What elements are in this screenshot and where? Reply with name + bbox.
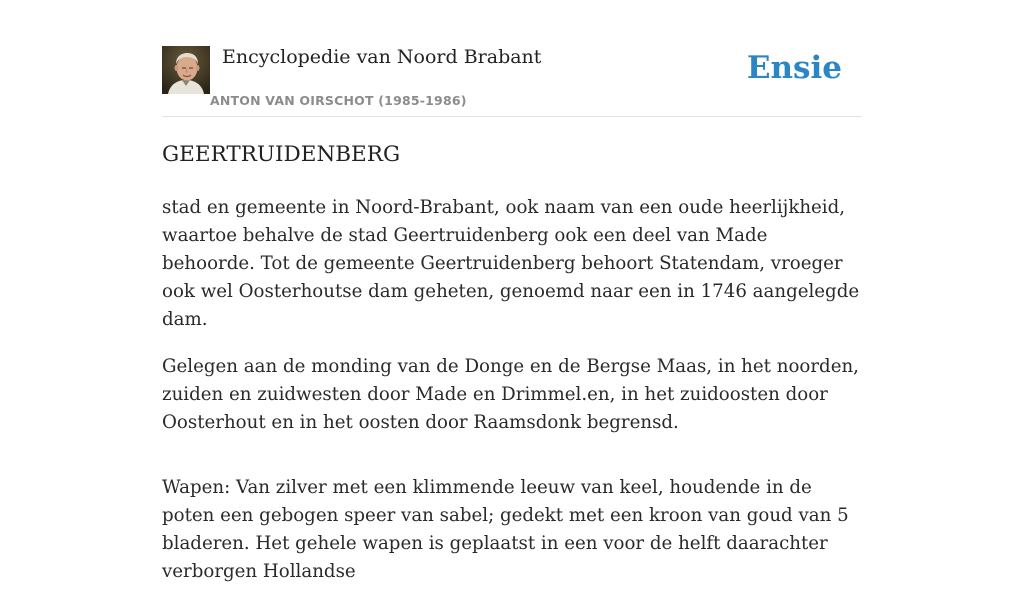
- article-paragraph: stad en gemeente in Noord-Brabant, ook naam van een oude heerlijkheid, waartoe behalve de stad Geertruidenberg ook een deel van Made behoorde. Tot de gemeente Geertruidenberg behoort Statendam, vroeger ook wel Oosterhoutse dam geheten, genoemd naar een in 1746 aangelegde dam.: [162, 197, 860, 330]
- author-portrait-icon: [162, 46, 210, 94]
- author-name[interactable]: ANTON VAN OIRSCHOT (1985-1986): [210, 93, 467, 108]
- site-logo[interactable]: Ensie: [746, 50, 842, 86]
- book-title[interactable]: Encyclopedie van Noord Brabant: [222, 46, 542, 68]
- header: [162, 46, 862, 117]
- article-paragraph: Wapen: Van zilver met een klimmende leeuw van keel, houdende in de poten een gebogen speer van sabel; gedekt met een kroon van goud van 5 bladeren. Het gehele wapen is geplaatst in een voor de helft daarachter verborgen Hollandse: [162, 477, 849, 582]
- article-paragraph: Gelegen aan de monding van de Donge en de Bergse Maas, in het noorden, zuiden en zuidwesten door Made en Drimmel.en, in het zuidoosten door Oosterhout en in het oosten door Raamsdonk begrensd.: [162, 356, 859, 433]
- article: [162, 139, 864, 605]
- article-title: GEERTRUIDENBERG: [162, 142, 401, 167]
- avatar[interactable]: [162, 46, 210, 94]
